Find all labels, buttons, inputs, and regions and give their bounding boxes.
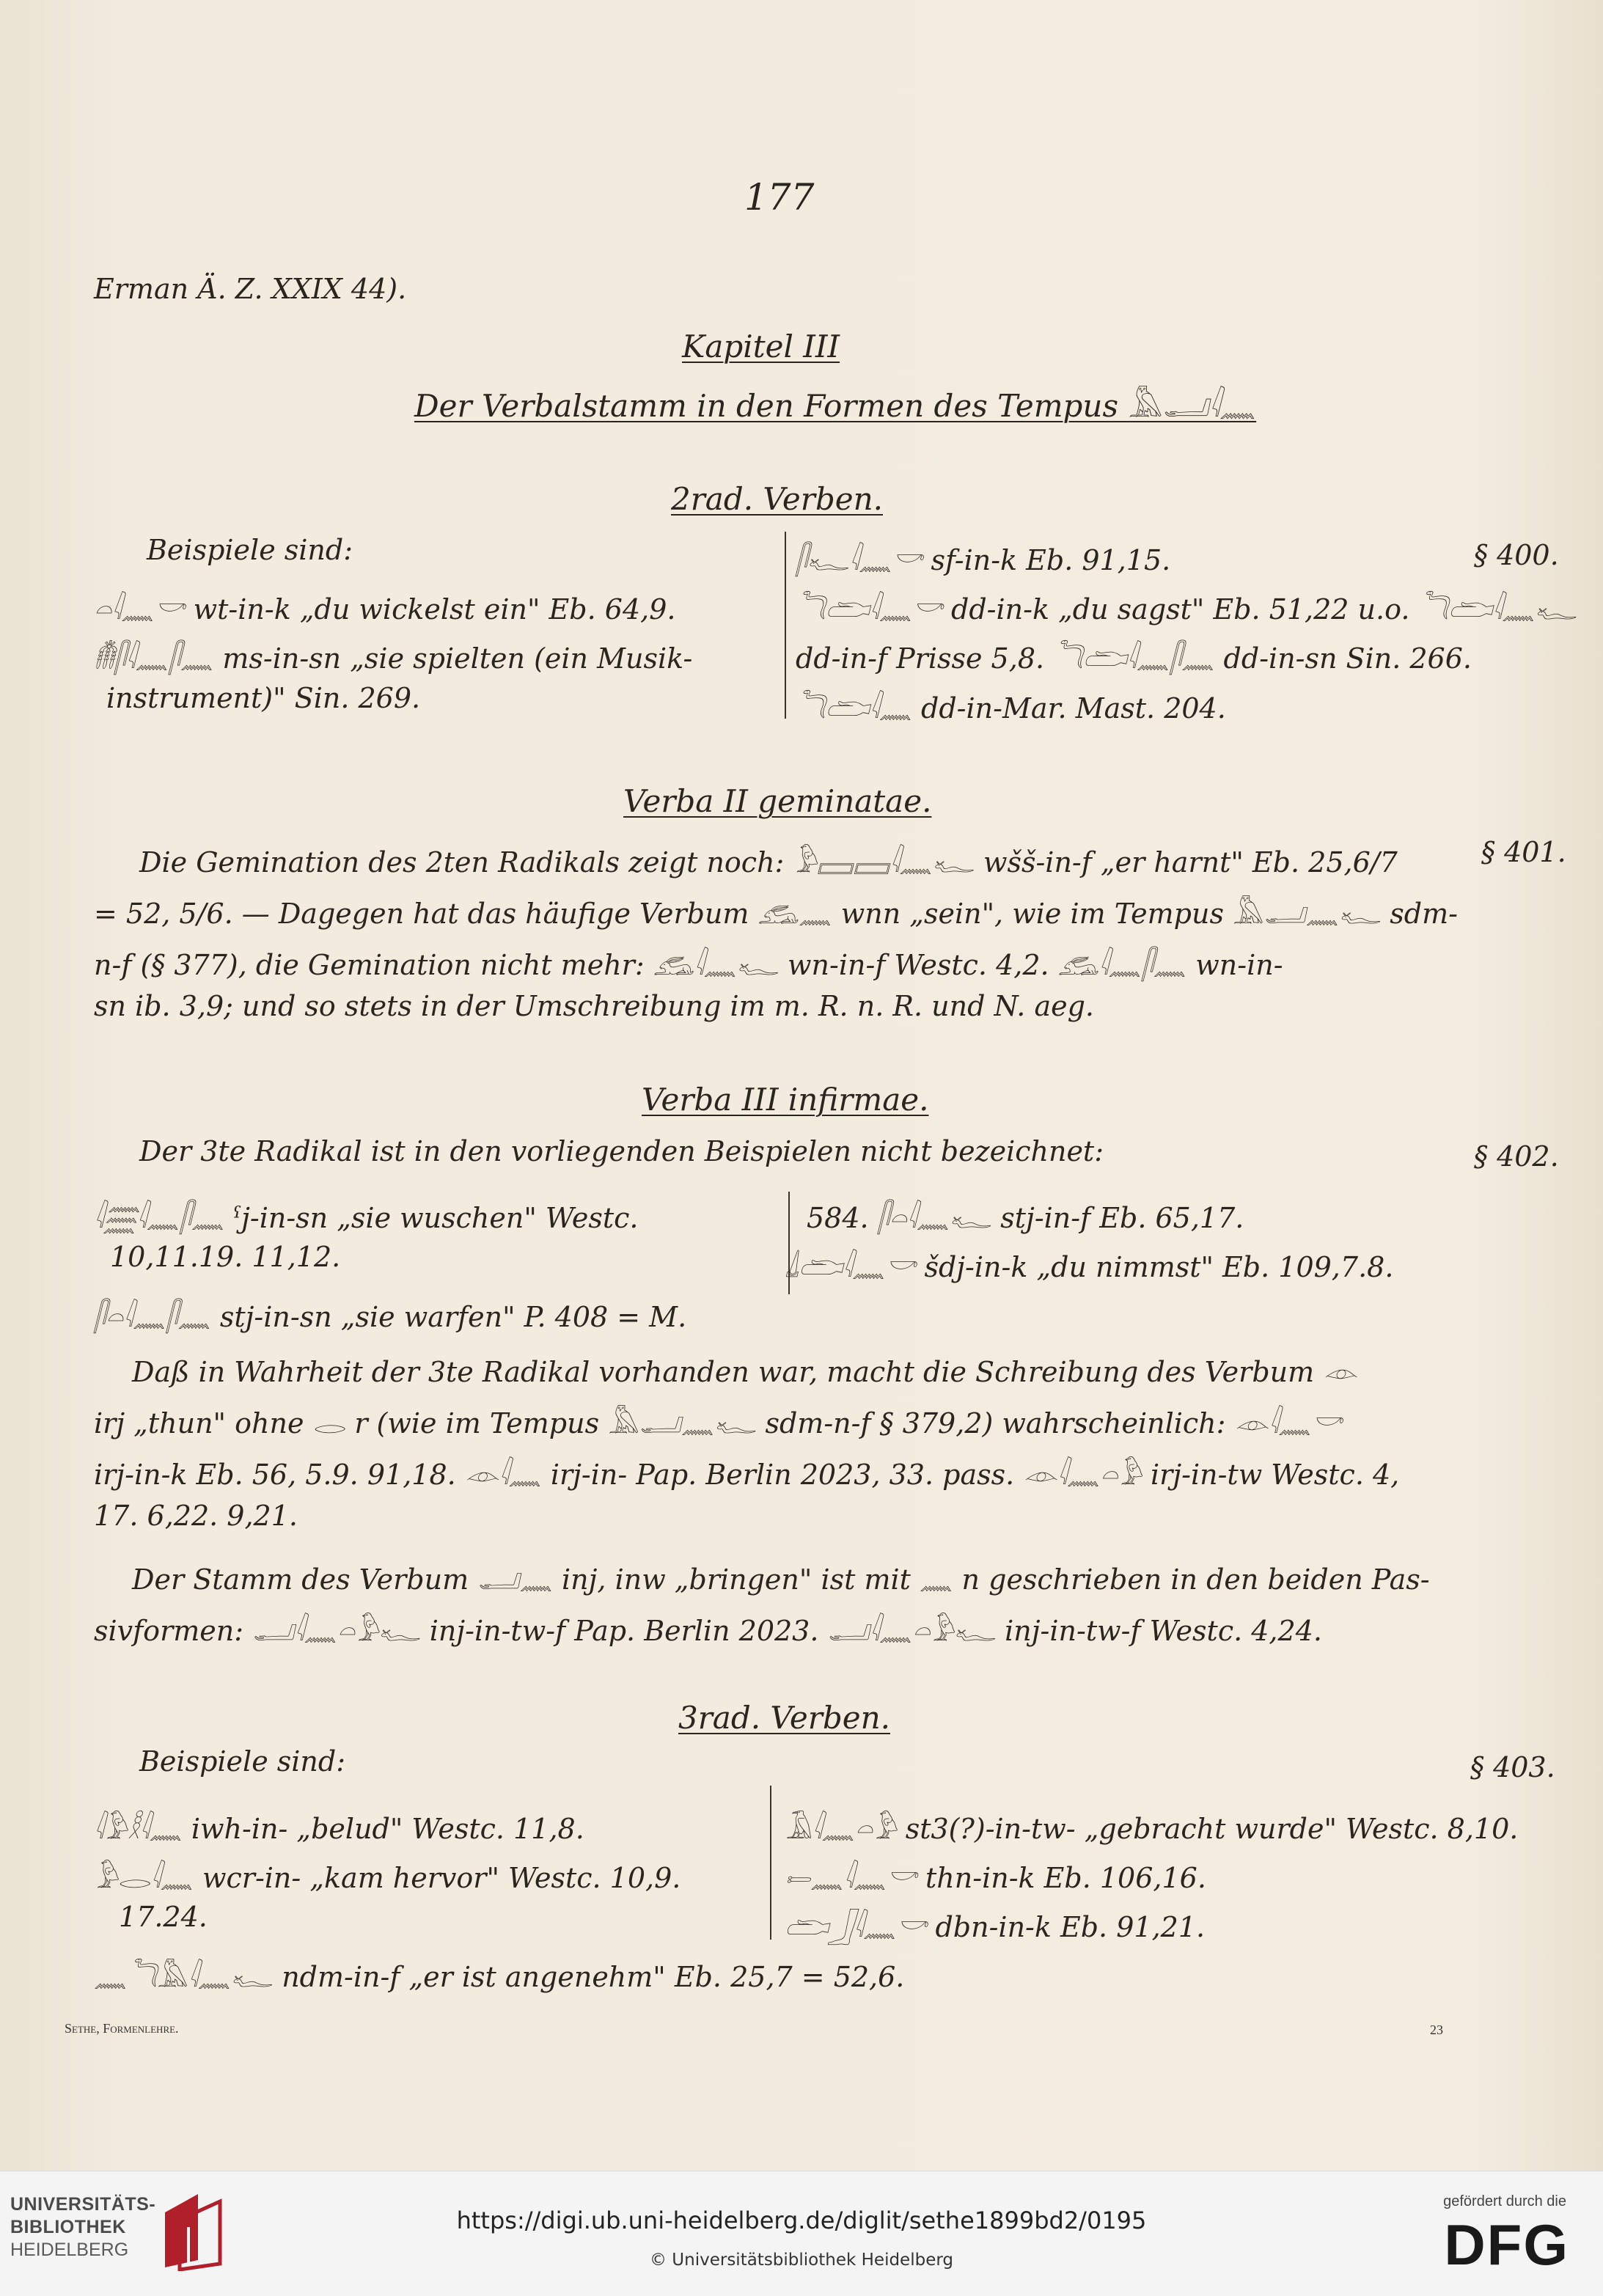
dfg-logo: DFG: [1444, 2212, 1569, 2277]
column-divider: [785, 532, 786, 719]
text-line: Beispiele sind:: [139, 1745, 346, 1778]
text-line: irj „thun" ohne 𓂋 r (wie im Tempus 𓅓𓂝𓈖𓆑 sdm-n-f § 379,2) wahrscheinlich: 𓁹𓇋𓈖𓎡: [94, 1407, 1342, 1439]
section-heading: 3rad. Verben.: [678, 1700, 890, 1736]
text-line: Die Gemination des 2ten Radikals zeigt noch: 𓅱𓈙𓈙𓇋𓈖𓆑 wšš-in-f „er harnt" Eb. 25,6/7: [139, 846, 1398, 879]
text-line: 𓏏𓇋𓈖𓎡 wt-in-k „du wickelst ein" Eb. 64,9.: [94, 593, 676, 626]
column-divider: [770, 1786, 771, 1940]
chapter-heading: Kapitel III: [682, 329, 840, 364]
text-line: Der 3te Radikal ist in den vorliegenden Beispielen nicht bezeichnet:: [139, 1135, 1104, 1167]
page-number: 177: [744, 176, 815, 219]
text-line: 𓍑𓂧𓇋𓈖𓎡 šdj-in-k „du nimmst" Eb. 109,7.8.: [785, 1251, 1394, 1283]
section-number: § 403.: [1470, 1751, 1555, 1783]
signature-mark: 23: [1430, 2022, 1443, 2037]
section-number: § 401.: [1481, 836, 1566, 868]
text-line: 17. 6,22. 9,21.: [94, 1500, 298, 1532]
logo-line-1: UNIVERSITÄTS-: [10, 2194, 156, 2215]
text-line: 17.24.: [119, 1901, 208, 1933]
section-number: § 402.: [1474, 1140, 1559, 1173]
funder-label: gefördert durch die: [1443, 2193, 1566, 2209]
text-line: 𓅱𓂋𓇋𓈖 wcr-in- „kam hervor" Westc. 10,9.: [94, 1862, 681, 1894]
text-line: dd-in-f Prisse 5,8. 𓆓𓂧𓇋𓈖𓋴𓈖 dd-in-sn Sin. 266.: [796, 642, 1472, 675]
viewer-footer-bar: [0, 2171, 1603, 2296]
text-line: Beispiele sind:: [147, 534, 353, 566]
copyright-notice: © Universitätsbibliothek Heidelberg: [649, 2251, 953, 2270]
chapter-title: Der Verbalstamm in den Formen des Tempus 𓅓𓂝𓇋𓈖: [414, 388, 1257, 424]
logo-line-2: BIBLIOTHEK: [10, 2217, 126, 2237]
text-line: 𓄟𓋴𓇋𓈖𓋴𓈖 ms-in-sn „sie spielten (ein Musik-: [94, 642, 693, 675]
text-line: sn ib. 3,9; und so stets in der Umschreibung im m. R. n. R. und N. aeg.: [94, 990, 1094, 1022]
section-heading: 2rad. Verben.: [671, 481, 883, 517]
text-line: 𓆓𓂧𓇋𓈖𓎡 dd-in-k „du sagst" Eb. 51,22 u.o. 𓆓𓂧𓇋𓈖𓆑: [796, 593, 1577, 626]
text-line: sivformen: 𓂝𓇋𓈖𓏏𓅱𓆑 inj-in-tw-f Pap. Berlin 2023. 𓂝𓇋𓈖𓏏𓅱𓆑 inj-in-tw-f Westc. 4,24.: [94, 1615, 1322, 1647]
text-line: 𓈖𓆓𓅓𓇋𓈖𓆑 ndm-in-f „er ist angenehm" Eb. 25,7 = 52,6.: [94, 1961, 905, 1993]
permalink-url[interactable]: https://digi.ub.uni-heidelberg.de/diglit/sethe1899bd2/0195: [456, 2207, 1147, 2234]
text-line: 𓇋𓈗𓇋𓈖𓋴𓈖 ˁj-in-sn „sie wuschen" Westc.: [94, 1202, 639, 1234]
text-line: irj-in-k Eb. 56, 5.9. 91,18. 𓁹𓇋𓈖 irj-in- Pap. Berlin 2023, 33. pass. 𓁹𓇋𓈖𓏏𓅱 irj-in-tw Westc. 4,: [94, 1459, 1400, 1491]
text-line: Der Stamm des Verbum 𓂝𓈖 inj, inw „bringen" ist mit 𓈖 n geschrieben in den beiden Pas-: [132, 1563, 1430, 1596]
text-line: 10,11.19. 11,12.: [110, 1241, 341, 1273]
text-line: 𓄿𓇋𓈖𓏏𓅱 st3(?)-in-tw- „gebracht wurde" Westc. 8,10.: [785, 1813, 1519, 1845]
logo-line-3: HEIDELBERG: [10, 2240, 129, 2260]
text-line: 584. 𓋴𓏏𓇋𓈖𓆑 stj-in-f Eb. 65,17.: [807, 1202, 1244, 1234]
text-line: 𓋴𓆑𓇋𓈖𓎡 sf-in-k Eb. 91,15.: [796, 544, 1171, 576]
section-heading: Verba II geminatae.: [623, 783, 932, 819]
text-line: 𓋴𓏏𓇋𓈖𓋴𓈖 stj-in-sn „sie warfen" P. 408 = M.: [94, 1301, 687, 1333]
section-number: § 400.: [1474, 539, 1559, 571]
text-line: Erman Ä. Z. XXIX 44).: [94, 273, 407, 305]
text-line: Daß in Wahrheit der 3te Radikal vorhanden war, macht die Schreibung des Verbum 𓁹: [132, 1356, 1357, 1388]
text-line: 𓆓𓂧𓇋𓈖 dd-in-Mar. Mast. 204.: [796, 692, 1226, 725]
text-line: 𓂧𓃀𓇋𓈖𓎡 dbn-in-k Eb. 91,21.: [785, 1911, 1206, 1943]
text-line: instrument)" Sin. 269.: [106, 682, 421, 714]
text-line: = 52, 5/6. — Dagegen hat das häufige Verbum 𓃹𓈖 wnn „sein", wie im Tempus 𓅓𓂝𓈖𓆑 sdm-: [94, 898, 1458, 930]
book-footer: Sethe, Formenlehre.: [65, 2021, 179, 2036]
text-line: 𓍿𓈖𓇋𓈖𓎡 thn-in-k Eb. 106,16.: [785, 1862, 1206, 1894]
text-line: n-f (§ 377), die Gemination nicht mehr: 𓃹𓇋𓈖𓆑 wn-in-f Westc. 4,2. 𓃹𓇋𓈖𓋴𓈖 wn-in-: [94, 949, 1283, 981]
section-heading: Verba III infirmae.: [642, 1082, 929, 1118]
text-line: 𓇋𓅱𓎛𓇋𓈖 iwh-in- „belud" Westc. 11,8.: [94, 1813, 584, 1845]
